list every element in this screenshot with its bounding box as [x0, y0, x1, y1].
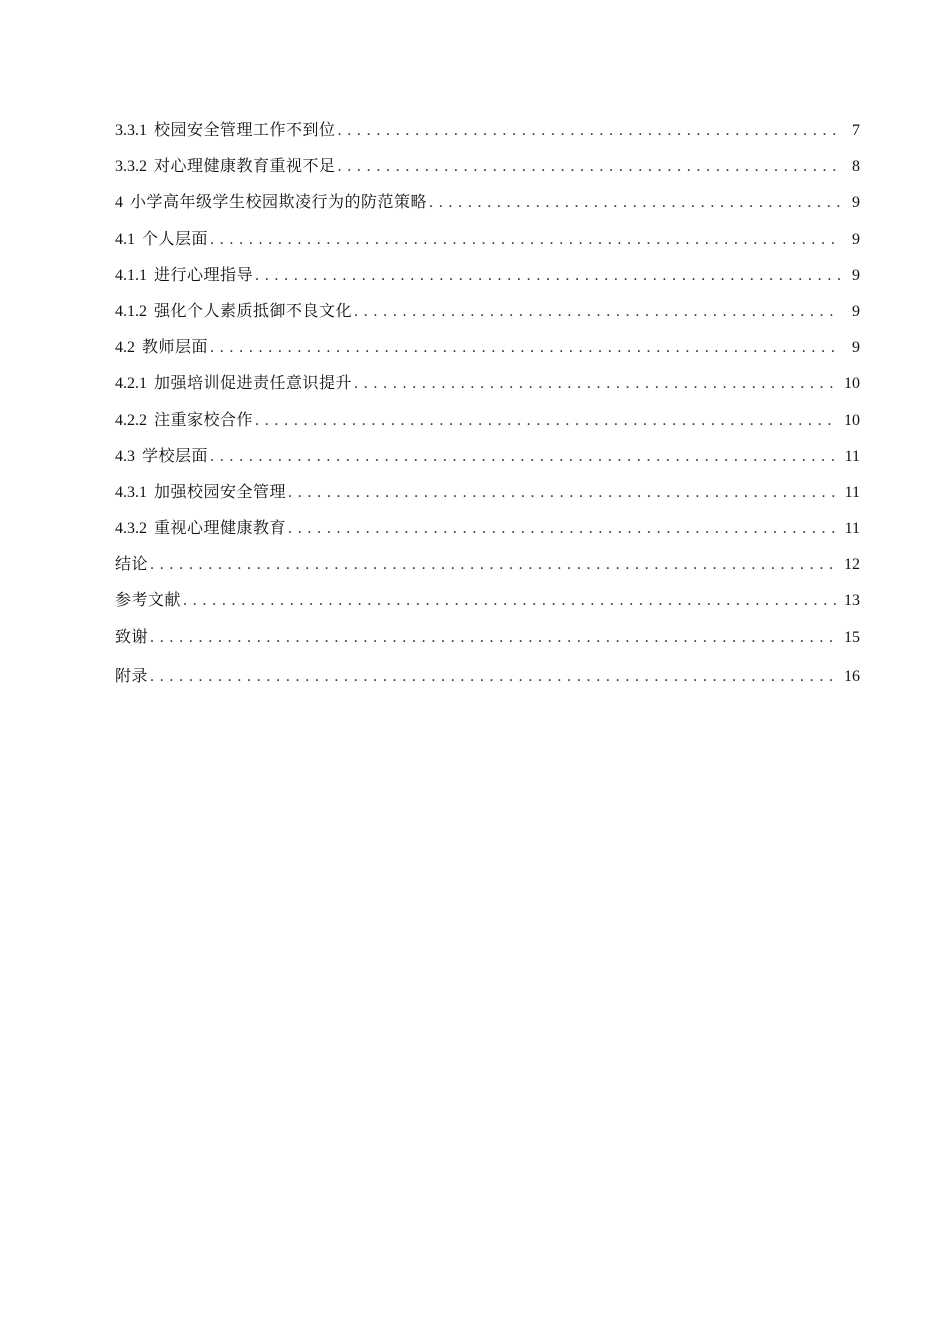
toc-entry-title: 对心理健康教育重视不足 — [154, 156, 336, 176]
toc-dot-leader — [150, 547, 836, 583]
toc-entry — [115, 148, 860, 184]
toc-dot-leader — [338, 149, 840, 185]
toc-entry-page: 16 — [844, 667, 860, 685]
toc-dot-leader — [354, 366, 836, 402]
toc-entry-number: 4.3 — [115, 447, 135, 465]
toc-entry-number: 4.2.1 — [115, 375, 147, 393]
toc-entry-title: 加强校园安全管理 — [154, 481, 287, 501]
toc-dot-leader — [150, 656, 836, 698]
toc-dot-leader — [210, 222, 840, 258]
toc-dot-leader — [210, 439, 837, 475]
toc-dot-leader — [255, 403, 836, 439]
toc-entry-page: 10 — [844, 375, 860, 393]
toc-entry — [115, 402, 860, 438]
toc-dot-leader — [429, 185, 840, 221]
toc-entry-number: 4 — [115, 194, 123, 212]
toc-dot-leader — [288, 475, 837, 511]
toc-dot-leader — [255, 258, 840, 294]
toc-entry-title: 参考文献 — [115, 590, 182, 610]
toc-entry — [115, 510, 860, 546]
toc-entry-title: 致谢 — [115, 626, 149, 646]
toc-entry-number: 3.3.2 — [115, 158, 147, 176]
toc-entry-page: 9 — [852, 230, 860, 248]
toc-entry-title: 进行心理指导 — [154, 264, 254, 284]
toc-entry — [115, 257, 860, 293]
toc-entry-page: 7 — [852, 122, 860, 139]
toc-entry — [115, 221, 860, 257]
toc-entry-number: 4.3.2 — [115, 520, 147, 538]
toc-dot-leader — [338, 113, 840, 149]
toc-entry-title: 校园安全管理工作不到位 — [154, 120, 336, 139]
toc-entry-page: 8 — [852, 158, 860, 176]
toc-entry-number: 3.3.1 — [115, 122, 147, 139]
toc-entry — [115, 546, 860, 582]
toc-entry — [115, 619, 860, 655]
toc-dot-leader — [150, 620, 836, 656]
toc-entry-page: 9 — [852, 339, 860, 357]
toc-entry-title: 教师层面 — [142, 337, 209, 357]
toc-dot-leader — [183, 583, 836, 619]
toc-entry — [115, 293, 860, 329]
toc-entry-page: 9 — [852, 302, 860, 320]
toc-entry-title: 小学高年级学生校园欺凌行为的防范策略 — [130, 192, 428, 212]
toc-dot-leader — [210, 330, 840, 366]
toc-entry — [115, 655, 860, 693]
toc-entry-title: 加强培训促进责任意识提升 — [154, 373, 353, 393]
toc-entry-title: 个人层面 — [142, 228, 209, 248]
toc-entry-number: 4.2.2 — [115, 411, 147, 429]
toc-entry-title: 注重家校合作 — [154, 409, 254, 429]
toc-entry-title: 重视心理健康教育 — [154, 518, 287, 538]
toc-entry-page: 9 — [852, 194, 860, 212]
toc-dot-leader — [288, 511, 837, 547]
toc-entry-page: 11 — [844, 483, 860, 501]
toc-entry — [115, 474, 860, 510]
toc-entry — [115, 329, 860, 365]
toc-entry-page: 9 — [852, 266, 860, 284]
toc-entry — [115, 582, 860, 618]
toc-entry-title: 结论 — [115, 554, 149, 574]
toc-entry — [115, 184, 860, 220]
toc-entry-page: 13 — [844, 592, 860, 610]
toc-entry-page: 11 — [844, 447, 860, 465]
toc-entry-number: 4.1 — [115, 230, 135, 248]
toc-entry-number: 4.2 — [115, 339, 135, 357]
toc-entry — [115, 365, 860, 401]
toc-entry-page: 11 — [844, 520, 860, 538]
toc-entry-page: 15 — [844, 628, 860, 646]
toc-entry — [115, 438, 860, 474]
toc-entry — [115, 112, 860, 148]
toc-entry-number: 4.1.2 — [115, 302, 147, 320]
toc-entry-number: 4.1.1 — [115, 266, 147, 284]
toc-entry-page: 10 — [844, 411, 860, 429]
toc-entry-title: 附录 — [115, 665, 149, 685]
toc-dot-leader — [354, 294, 840, 330]
toc-entry-page: 12 — [844, 556, 860, 574]
toc-entry-title: 学校层面 — [142, 445, 209, 465]
toc-entry-title: 强化个人素质抵御不良文化 — [154, 300, 353, 320]
toc-entry-number: 4.3.1 — [115, 483, 147, 501]
table-of-contents — [115, 112, 860, 693]
